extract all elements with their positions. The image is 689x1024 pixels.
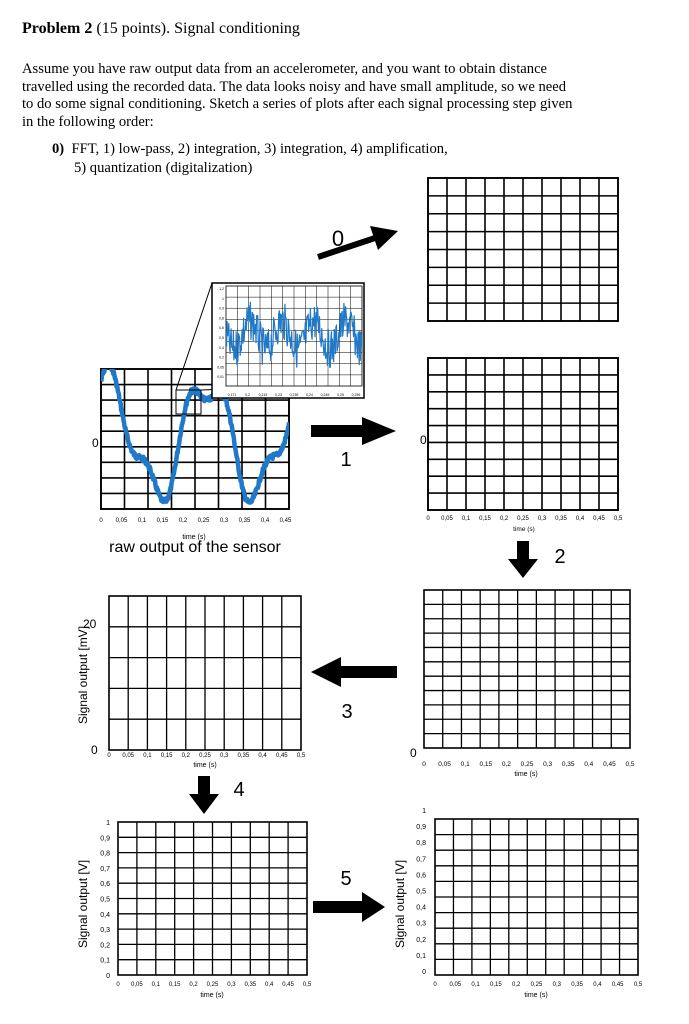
- raw-zero-label: 0: [92, 436, 99, 450]
- x-tick-label: 0,1: [461, 516, 471, 522]
- x-tick-label: 0,259: [351, 393, 361, 397]
- y-tick-label: 0,2: [416, 936, 426, 944]
- x-tick-label: 0,1: [460, 761, 470, 768]
- x-tick-label: 0,25: [530, 982, 543, 988]
- x-tick-label: 0,4: [593, 982, 602, 988]
- panel-3-x-ticks: [107, 753, 306, 759]
- panel-5-x-ticks: [433, 982, 643, 988]
- x-tick-label: 0,25: [520, 761, 534, 768]
- y-tick-label: 0,05: [217, 365, 224, 370]
- x-tick-label: 0,05: [441, 516, 453, 522]
- x-tick-label: 0,05: [449, 982, 462, 988]
- x-tick-label: 0,239: [289, 393, 299, 397]
- paragraph-line: in the following order:: [22, 113, 154, 130]
- x-tick-label: 0,35: [244, 982, 257, 988]
- x-tick-label: 0,45: [603, 761, 616, 768]
- arrow-4: [189, 776, 245, 814]
- y-tick-label: 0,9: [416, 824, 426, 832]
- x-tick-label: 0,05: [122, 753, 135, 759]
- panel-5-x-label: time (s): [524, 992, 548, 999]
- x-tick-label: 0,5: [613, 516, 623, 522]
- y-tick-label: 0,6: [416, 872, 426, 880]
- panel-5-y-ticks: [416, 808, 426, 976]
- x-tick-label: 0: [433, 982, 437, 988]
- panel-3-y-label: Signal output [mV]: [76, 625, 90, 725]
- x-tick-label: 0,15: [168, 982, 181, 988]
- x-tick-label: 0,3: [219, 518, 229, 524]
- panel-4-amplification-grid: [118, 822, 307, 975]
- y-tick-label: 0,8: [100, 850, 110, 858]
- x-tick-label: 0,45: [593, 516, 605, 522]
- x-tick-label: 0,45: [611, 982, 624, 988]
- x-tick-label: 0,35: [555, 516, 567, 522]
- x-tick-label: 0,25: [337, 393, 344, 397]
- x-tick-label: 0,5: [633, 982, 643, 988]
- panel-4-y-ticks: [100, 820, 110, 980]
- y-tick-label: 0,7: [100, 865, 110, 873]
- x-tick-label: 0,25: [206, 982, 219, 988]
- x-tick-label: 0,3: [537, 516, 547, 522]
- arrow-2-label: 2: [554, 546, 566, 568]
- y-tick-label: 0,4: [100, 911, 110, 919]
- x-tick-label: 0,3: [552, 982, 561, 988]
- panel-2-zero-label: 0: [410, 746, 417, 760]
- steps-line: FFT, 1) low-pass, 2) integration, 3) integration, 4) amplification,: [71, 141, 448, 157]
- y-tick-label: 1: [106, 820, 110, 827]
- x-tick-label: 0,05: [131, 982, 143, 988]
- raw-plot-caption: raw output of the sensor: [109, 539, 281, 556]
- y-tick-label: 0,4: [219, 345, 224, 350]
- x-tick-label: 0,25: [199, 753, 211, 759]
- problem-number: Problem 2: [22, 20, 93, 37]
- x-tick-label: 0,1: [143, 753, 152, 759]
- x-tick-label: 0,4: [575, 516, 585, 522]
- panel-4-x-label: time (s): [200, 992, 224, 999]
- x-tick-label: 0,15: [490, 982, 502, 988]
- panel-3-x-label: time (s): [193, 762, 217, 769]
- x-tick-label: 0,35: [561, 761, 575, 768]
- y-tick-label: 0,1: [416, 952, 426, 960]
- arrow-2: [508, 541, 566, 578]
- arrow-1-label: 1: [340, 449, 352, 471]
- y-tick-label: 0,2: [219, 355, 224, 360]
- x-tick-label: 0,23: [275, 393, 282, 397]
- y-tick-label: 0,1: [100, 957, 110, 965]
- panel-2-integration-grid: [424, 590, 630, 748]
- raw-x-ticks: [99, 518, 292, 524]
- x-tick-label: 0,3: [227, 982, 236, 988]
- x-tick-label: 0,249: [320, 393, 330, 397]
- x-tick-label: 0,2: [245, 393, 250, 397]
- inset-x-ticks: [228, 393, 361, 397]
- y-tick-label: 0: [422, 969, 426, 976]
- x-tick-label: 0,4: [265, 982, 274, 988]
- x-tick-label: 0,15: [156, 518, 169, 524]
- panel-1-x-label: time (s): [513, 526, 535, 533]
- panel-2-x-label: time (s): [514, 771, 538, 778]
- x-tick-label: 0,4: [258, 753, 267, 759]
- x-tick-label: 0,45: [275, 753, 288, 759]
- x-tick-label: 0,2: [178, 518, 188, 524]
- x-tick-label: 0,5: [625, 761, 635, 768]
- arrow-3-label: 3: [341, 701, 353, 723]
- y-tick-label: 0,8: [219, 316, 224, 321]
- x-tick-label: 0: [422, 761, 426, 768]
- x-tick-label: 0,3: [220, 753, 229, 759]
- x-tick-label: 0,35: [237, 753, 250, 759]
- y-tick-label: 0,9: [100, 835, 110, 843]
- panel-0-fft-grid: [428, 178, 618, 321]
- arrow-1: [311, 417, 396, 471]
- x-tick-label: 0,45: [279, 518, 292, 524]
- x-tick-label: 0,4: [260, 518, 270, 524]
- arrow-5: [313, 868, 385, 922]
- x-tick-label: 0: [107, 753, 111, 759]
- x-tick-label: 0,15: [479, 516, 491, 522]
- panel-5-quantization-grid: [435, 819, 638, 975]
- x-tick-label: 0,15: [479, 761, 493, 768]
- x-tick-label: 0,24: [306, 393, 313, 397]
- x-tick-label: 0,171: [227, 393, 237, 397]
- x-tick-label: 0,2: [501, 761, 511, 768]
- y-tick-label: 1: [422, 808, 426, 815]
- paragraph-line: to do some signal conditioning. Sketch a series of plots after each signal processing step given: [22, 96, 573, 113]
- panel-1-x-ticks: [426, 516, 623, 522]
- panel-4-y-label: Signal output [V]: [76, 859, 90, 949]
- y-tick-label: 0,8: [416, 840, 426, 848]
- panel-1-lowpass-grid: [428, 358, 618, 510]
- x-tick-label: 0: [99, 518, 103, 524]
- x-tick-label: 0,35: [238, 518, 251, 524]
- y-tick-label: 1: [222, 296, 224, 301]
- x-tick-label: 0,4: [584, 761, 594, 768]
- y-tick-label: 1,2: [219, 287, 224, 291]
- x-tick-label: 0,15: [160, 753, 173, 759]
- y-tick-label: 0,5: [219, 336, 224, 340]
- y-tick-label: 0,5: [100, 896, 110, 904]
- x-tick-label: 0: [426, 516, 430, 522]
- y-tick-label: 0: [106, 973, 110, 980]
- x-tick-label: 0,45: [282, 982, 294, 988]
- x-tick-label: 0,05: [115, 518, 128, 524]
- y-tick-label: 0,3: [100, 927, 110, 935]
- x-tick-label: 0,2: [189, 982, 198, 988]
- panel-2-x-ticks: [422, 761, 635, 768]
- x-tick-label: 0,05: [438, 761, 451, 768]
- zoom-line: [176, 283, 212, 390]
- y-tick-label: 0,9: [219, 306, 224, 311]
- x-tick-label: 0,2: [512, 982, 521, 988]
- panel-1-zero-label: 0: [420, 433, 427, 447]
- x-tick-label: 0,25: [517, 516, 529, 522]
- panel-5-y-label: Signal output [V]: [393, 859, 407, 949]
- x-tick-label: 0,35: [571, 982, 583, 988]
- panel-4-x-ticks: [116, 982, 312, 988]
- y-tick-label: 0,7: [416, 856, 426, 864]
- panel-3-zero-label: 0: [91, 743, 98, 757]
- step-number: 0): [52, 141, 65, 157]
- x-tick-label: 0,25: [197, 518, 210, 524]
- steps-line: 5) quantization (digitalization): [74, 160, 253, 176]
- paragraph-line: Assume you have raw output data from an accelerometer, and you want to obtain distance: [22, 61, 548, 77]
- y-tick-label: 0,5: [416, 888, 426, 896]
- x-tick-label: 0,1: [151, 982, 160, 988]
- x-tick-label: 0,1: [471, 982, 480, 988]
- x-tick-label: 0,5: [296, 753, 306, 759]
- x-tick-label: 0: [116, 982, 120, 988]
- arrow-4-label: 4: [233, 779, 245, 801]
- x-tick-label: 0,1: [137, 518, 147, 524]
- raw-x-label: time (s): [182, 534, 206, 541]
- panel-3-integration-grid: [109, 596, 301, 750]
- panel-3-y-top: 20: [83, 617, 97, 631]
- y-tick-label: 0,4: [416, 904, 426, 912]
- x-tick-label: 0,3: [543, 761, 553, 768]
- arrow-0-label: 0: [331, 226, 345, 251]
- x-tick-label: 0,2: [499, 516, 509, 522]
- arrow-5-label: 5: [340, 868, 352, 890]
- y-tick-label: 0,3: [416, 920, 426, 928]
- y-tick-label: 0,2: [100, 942, 110, 950]
- x-tick-label: 0,5: [302, 982, 312, 988]
- arrow-0: [318, 226, 398, 257]
- y-tick-label: 0,6: [100, 881, 110, 889]
- arrow-3: [311, 657, 397, 723]
- y-tick-label: 0,6: [219, 326, 224, 331]
- x-tick-label: 0,219: [258, 393, 268, 397]
- paragraph-line: travelled using the recorded data. The data looks noisy and have small amplitude, so we need: [22, 78, 566, 95]
- grid-frame: [424, 590, 630, 748]
- problem-description: (15 points). Signal conditioning: [96, 20, 300, 37]
- y-tick-label: 0,01: [217, 375, 224, 380]
- x-tick-label: 0,2: [181, 753, 190, 759]
